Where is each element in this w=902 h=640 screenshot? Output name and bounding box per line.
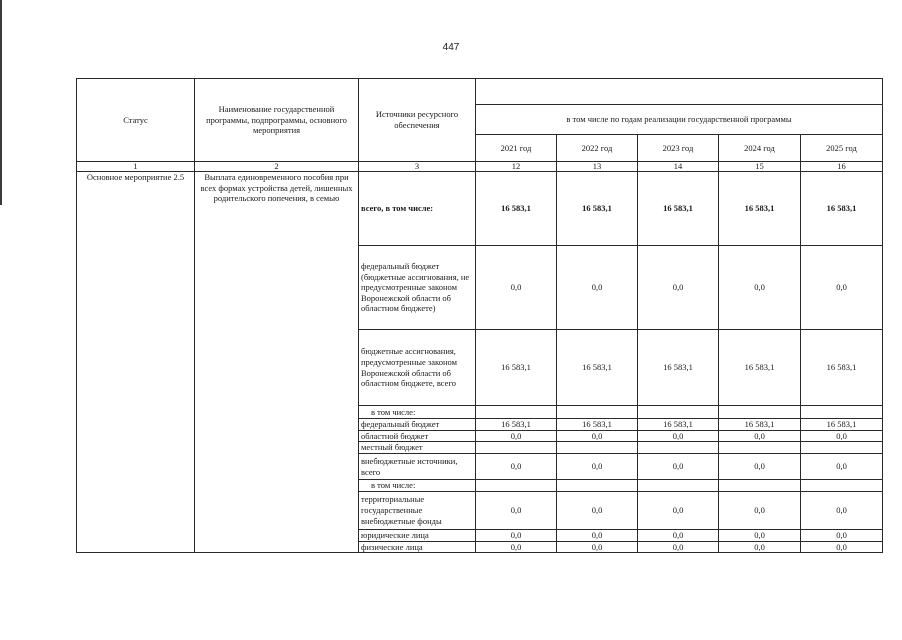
source-label: в том числе: (359, 406, 476, 419)
value-cell: 0,0 (638, 491, 719, 529)
value-cell: 0,0 (719, 541, 801, 553)
value-cell: 0,0 (719, 246, 801, 330)
value-cell: 0,0 (801, 246, 883, 330)
value-cell: 16 583,1 (801, 172, 883, 246)
column-number: 15 (719, 162, 801, 172)
source-label: бюджетные ассигнования, предусмотренные законом Воронежской области об областном бюджете, всего (359, 330, 476, 406)
value-cell: 0,0 (719, 491, 801, 529)
source-label: федеральный бюджет (бюджетные ассигнования, не предусмотренные законом Воронежской области об областном бюджете) (359, 246, 476, 330)
header-sources: Источники ресурсного обеспечения (359, 79, 476, 162)
header-name: Наименование государственной программы, подпрограммы, основного мероприятия (195, 79, 359, 162)
value-cell (638, 442, 719, 454)
value-cell: 0,0 (638, 454, 719, 480)
value-cell (801, 442, 883, 454)
value-cell (557, 480, 638, 492)
source-label: внебюджетные источники, всего (359, 454, 476, 480)
table-row (77, 172, 883, 246)
value-cell: 0,0 (476, 454, 557, 480)
header-year: 2024 год (719, 135, 801, 162)
source-label: юридические лица (359, 529, 476, 541)
value-cell: 0,0 (476, 541, 557, 553)
source-label: территориальные государственные внебюджетные фонды (359, 491, 476, 529)
value-cell: 0,0 (801, 529, 883, 541)
scan-edge-line (0, 0, 2, 205)
value-cell (719, 480, 801, 492)
value-cell (719, 406, 801, 419)
value-cell: 0,0 (638, 529, 719, 541)
source-label: в том числе: (359, 480, 476, 492)
value-cell: 0,0 (801, 491, 883, 529)
value-cell: 16 583,1 (719, 330, 801, 406)
source-label: областной бюджет (359, 430, 476, 442)
value-cell: 16 583,1 (719, 419, 801, 431)
value-cell: 0,0 (801, 430, 883, 442)
value-cell (719, 442, 801, 454)
value-cell: 0,0 (557, 541, 638, 553)
header-year: 2025 год (801, 135, 883, 162)
value-cell: 16 583,1 (557, 419, 638, 431)
column-number: 13 (557, 162, 638, 172)
value-cell: 0,0 (801, 454, 883, 480)
resource-table (76, 78, 883, 553)
value-cell (638, 406, 719, 419)
value-cell: 16 583,1 (719, 172, 801, 246)
header-blank-cell (476, 79, 883, 105)
value-cell: 0,0 (476, 430, 557, 442)
value-cell: 0,0 (476, 491, 557, 529)
header-years-caption: в том числе по годам реализации государственной программы (476, 105, 883, 135)
source-label: физические лица (359, 541, 476, 553)
value-cell: 0,0 (719, 454, 801, 480)
source-label: местный бюджет (359, 442, 476, 454)
value-cell: 0,0 (476, 529, 557, 541)
value-cell (801, 406, 883, 419)
value-cell: 0,0 (719, 430, 801, 442)
header-year: 2023 год (638, 135, 719, 162)
column-number: 1 (77, 162, 195, 172)
column-number: 2 (195, 162, 359, 172)
row-name: Выплата единовременного пособия при всех формах устройства детей, лишенных родительского попечения, в семью (195, 172, 359, 553)
value-cell (638, 480, 719, 492)
row-status: Основное мероприятие 2.5 (77, 172, 195, 553)
value-cell: 0,0 (476, 246, 557, 330)
column-number: 16 (801, 162, 883, 172)
value-cell: 16 583,1 (476, 172, 557, 246)
value-cell (476, 480, 557, 492)
column-number: 3 (359, 162, 476, 172)
value-cell: 16 583,1 (638, 330, 719, 406)
value-cell (476, 442, 557, 454)
value-cell (476, 406, 557, 419)
value-cell: 0,0 (638, 246, 719, 330)
value-cell: 0,0 (801, 541, 883, 553)
value-cell: 16 583,1 (557, 172, 638, 246)
value-cell: 0,0 (557, 430, 638, 442)
page-number: 447 (442, 42, 460, 53)
value-cell: 16 583,1 (476, 419, 557, 431)
value-cell (801, 480, 883, 492)
value-cell: 16 583,1 (557, 330, 638, 406)
value-cell: 0,0 (557, 491, 638, 529)
column-number: 14 (638, 162, 719, 172)
header-status: Статус (77, 79, 195, 162)
source-label: федеральный бюджет (359, 419, 476, 431)
value-cell: 0,0 (557, 246, 638, 330)
value-cell: 0,0 (719, 529, 801, 541)
value-cell: 0,0 (557, 529, 638, 541)
value-cell (557, 442, 638, 454)
value-cell: 16 583,1 (476, 330, 557, 406)
value-cell: 16 583,1 (801, 419, 883, 431)
source-label: всего, в том числе: (359, 172, 476, 246)
value-cell: 0,0 (557, 454, 638, 480)
header-year: 2021 год (476, 135, 557, 162)
value-cell: 16 583,1 (638, 419, 719, 431)
value-cell: 0,0 (638, 541, 719, 553)
value-cell: 16 583,1 (801, 330, 883, 406)
header-year: 2022 год (557, 135, 638, 162)
value-cell (557, 406, 638, 419)
column-number: 12 (476, 162, 557, 172)
value-cell: 0,0 (638, 430, 719, 442)
value-cell: 16 583,1 (638, 172, 719, 246)
